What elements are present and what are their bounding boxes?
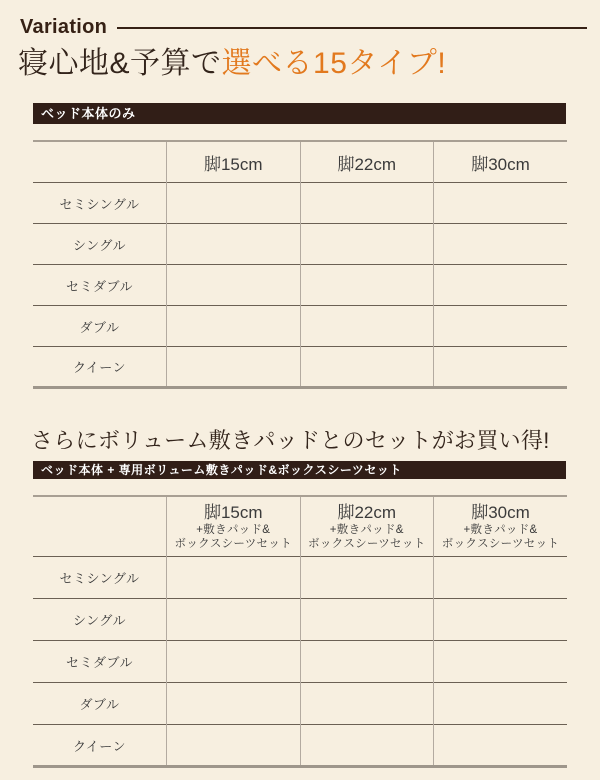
column-size-label: 脚30cm (471, 503, 530, 522)
row-label-semi-single: セミシングル (59, 196, 140, 212)
price-cell (434, 183, 568, 224)
set-bar: ベッド本体 + 専用ボリューム敷きパッド&ボックスシーツセット (33, 461, 566, 479)
table-row (33, 725, 567, 767)
page-title-highlight: 選べる15タイプ! (221, 47, 447, 80)
price-cell (300, 347, 434, 388)
price-cell (300, 683, 434, 725)
bed-only-table-head (33, 141, 567, 183)
column-size-label: 脚15cm (203, 503, 263, 522)
set-section-title: さらにボリューム敷きパッドとのセットがお買い得! (31, 428, 550, 453)
header-row (33, 496, 567, 557)
table-row (33, 183, 567, 224)
table-row (33, 599, 567, 641)
price-cell (167, 725, 301, 767)
price-cell (167, 683, 301, 725)
set-table-head (33, 496, 567, 557)
bed-only-bar: ベッド本体のみ (33, 103, 566, 124)
table-row (33, 265, 567, 306)
table-row (33, 641, 567, 683)
price-cell (167, 306, 301, 347)
row-label-queen: クイーン (72, 738, 127, 754)
price-cell (300, 725, 434, 767)
price-cell (300, 265, 434, 306)
price-cell (300, 557, 434, 599)
variation-title-row (20, 16, 587, 39)
row-label-single: シングル (72, 237, 127, 253)
row-label-single: シングル (72, 613, 127, 628)
price-cell (434, 599, 568, 641)
price-cell (434, 641, 568, 683)
row-label-double: ダブル (79, 319, 120, 335)
page-title (18, 46, 587, 82)
table-row (33, 306, 567, 347)
price-cell (300, 306, 434, 347)
page-title-plain: 寝心地&予算で (18, 47, 222, 80)
price-cell (300, 599, 434, 641)
price-cell (434, 347, 568, 388)
section-header (0, 0, 600, 82)
corner-cell (33, 141, 167, 183)
row-label-semi-double: セミダブル (66, 655, 133, 670)
price-cell (434, 224, 568, 265)
price-cell (300, 641, 434, 683)
column-header-leg15: 脚15cm (167, 141, 301, 183)
price-cell (167, 557, 301, 599)
table-row (33, 683, 567, 725)
set-table-body (33, 557, 567, 767)
title-rule-line (117, 27, 587, 29)
column-header-leg30-set (434, 496, 568, 557)
price-cell (434, 725, 568, 767)
column-size-label: 脚22cm (337, 503, 397, 522)
column-header-leg15-set (167, 496, 301, 557)
price-cell (167, 224, 301, 265)
column-note-line1: +敷きパッド& (196, 524, 271, 536)
row-label-double: ダブル (79, 697, 120, 712)
table-row (33, 347, 567, 388)
column-note-line1: +敷きパッド& (329, 524, 404, 536)
price-cell (300, 224, 434, 265)
bed-only-table (33, 140, 567, 389)
price-cell (167, 183, 301, 224)
bed-only-table-body (33, 183, 567, 388)
table-row (33, 557, 567, 599)
price-cell (167, 347, 301, 388)
price-cell (434, 683, 568, 725)
price-cell (434, 557, 568, 599)
row-label-semi-double: セミダブル (66, 278, 133, 294)
price-cell (434, 265, 568, 306)
column-header-leg22-set (300, 496, 434, 557)
column-note-line2: ボックスシーツセット (174, 538, 292, 550)
price-cell (300, 183, 434, 224)
column-note-line1: +敷きパッド& (463, 524, 538, 536)
column-header-leg22: 脚22cm (300, 141, 434, 183)
table-row (33, 224, 567, 265)
row-label-semi-single: セミシングル (59, 571, 140, 586)
corner-cell (33, 496, 167, 557)
column-note-line2: ボックスシーツセット (308, 538, 426, 550)
header-row (33, 141, 567, 183)
column-header-leg30: 脚30cm (434, 141, 568, 183)
set-table (33, 495, 567, 768)
price-cell (434, 306, 568, 347)
variation-label: Variation (20, 16, 108, 38)
column-note-line2: ボックスシーツセット (441, 538, 560, 550)
row-label-queen: クイーン (72, 360, 127, 375)
price-cell (167, 265, 301, 306)
price-cell (167, 599, 301, 641)
price-cell (167, 641, 301, 683)
